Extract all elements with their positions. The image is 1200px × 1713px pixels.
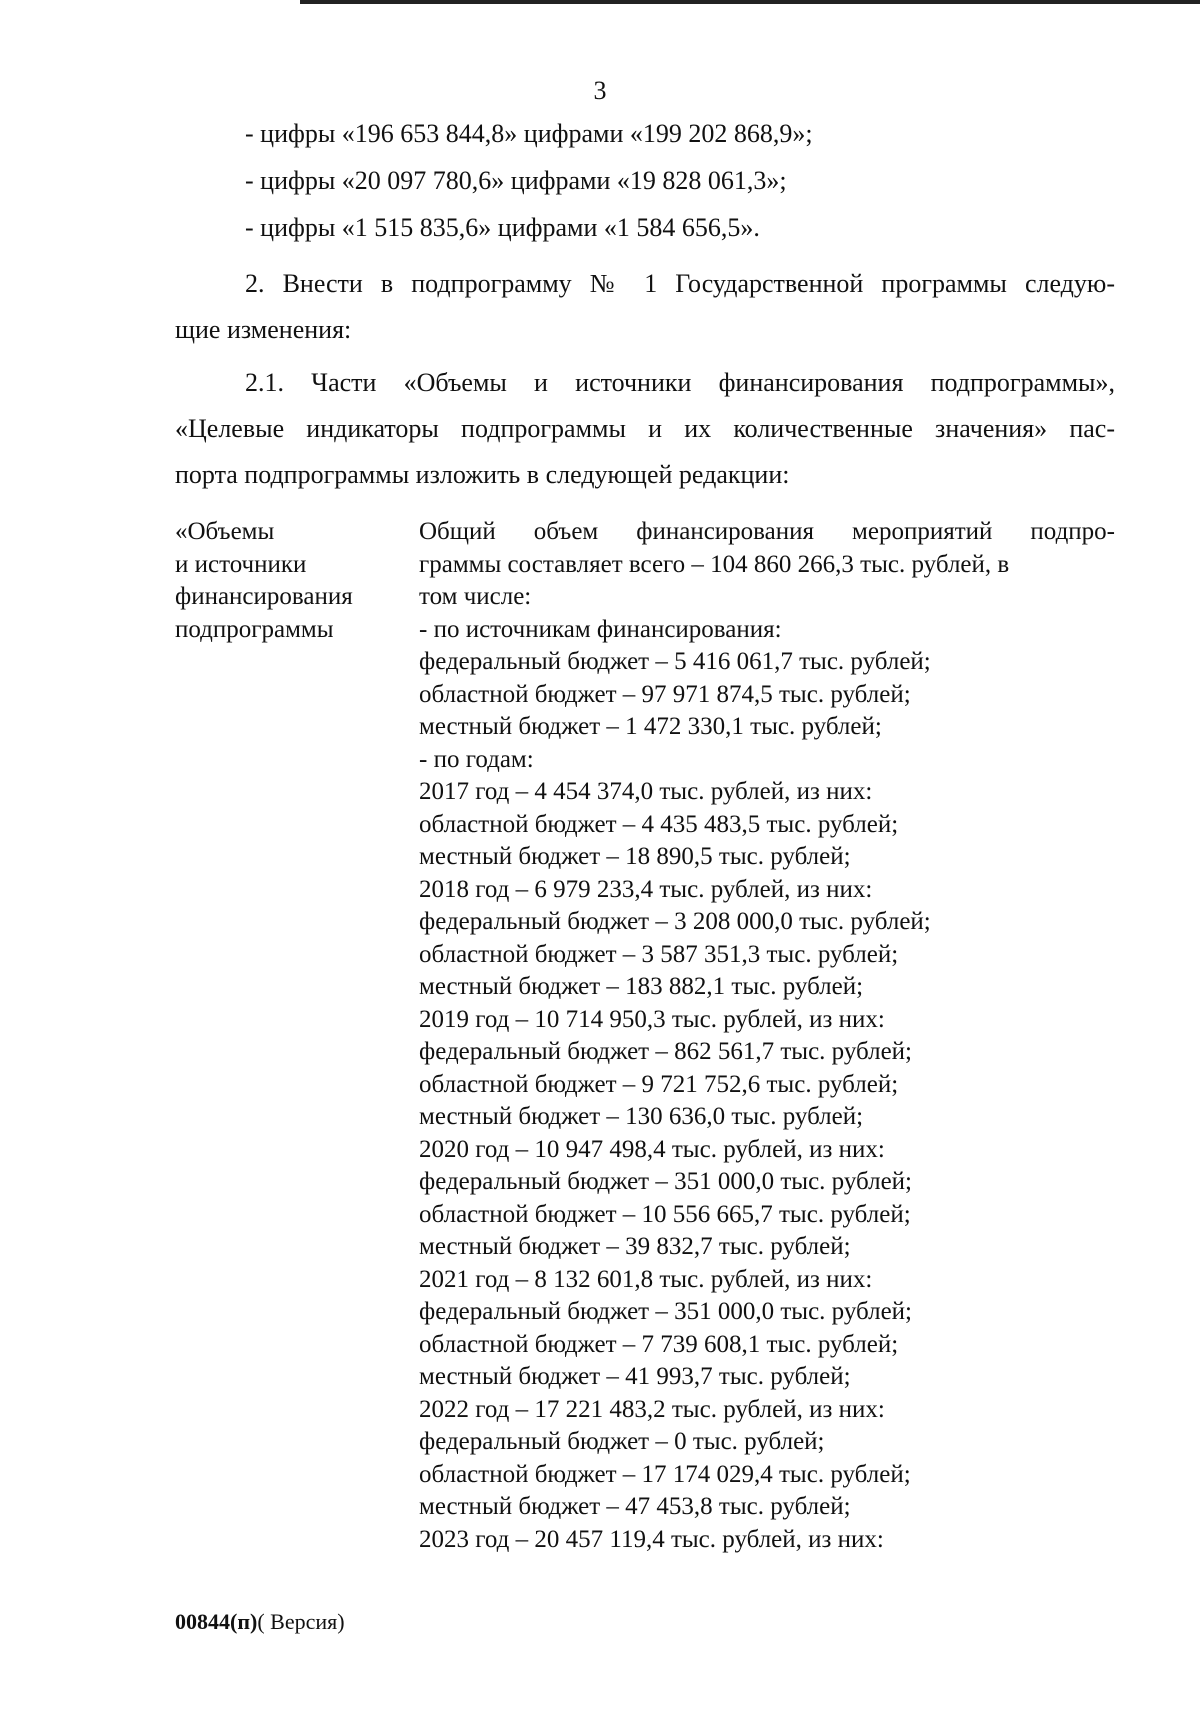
passport-label-line: подпрограммы — [175, 615, 334, 643]
page-number: 3 — [593, 76, 607, 105]
passport-value-line: местный бюджет – 1 472 330,1 тыс. рублей; — [419, 713, 882, 740]
passport-label-line: финансирования — [175, 583, 353, 610]
passport-value-line: федеральный бюджет – 5 416 061,7 тыс. рублей; — [419, 648, 931, 675]
passport-value-line: областной бюджет – 97 971 874,5 тыс. рублей; — [419, 680, 911, 708]
passport-value-line: местный бюджет – 39 832,7 тыс. рублей; — [419, 1233, 851, 1260]
passport-value-line: 2020 год – 10 947 498,4 тыс. рублей, из них: — [419, 1135, 885, 1163]
document-code: 00844(п) — [175, 1609, 258, 1634]
change-line-3: - цифры «1 515 835,6» цифрами «1 584 656,5». — [245, 213, 760, 242]
passport-value-line: - по годам: — [419, 745, 534, 773]
passport-value-line: 2021 год – 8 132 601,8 тыс. рублей, из них: — [419, 1265, 873, 1293]
section-2-1-line: «Целевые индикаторы подпрограммы и их количественные значения» пас- — [175, 414, 1115, 443]
change-line-2: - цифры «20 097 780,6» цифрами «19 828 061,3»; — [245, 166, 787, 195]
passport-value-line: федеральный бюджет – 0 тыс. рублей; — [419, 1428, 825, 1455]
passport-label-line: и источники — [175, 550, 307, 578]
section-2-paragraph — [175, 261, 1115, 353]
passport-value-line: том числе: — [419, 583, 532, 610]
passport-value-line: граммы составляет всего – 104 860 266,3 тыс. рублей, в — [419, 550, 1010, 578]
passport-value-line: областной бюджет – 17 174 029,4 тыс. рублей; — [419, 1460, 911, 1488]
passport-value-line: областной бюджет – 3 587 351,3 тыс. рублей; — [419, 940, 899, 968]
passport-label-cell — [175, 516, 395, 646]
passport-value-line: областной бюджет – 9 721 752,6 тыс. рублей; — [419, 1070, 899, 1098]
passport-value-line: местный бюджет – 183 882,1 тыс. рублей; — [419, 973, 864, 1000]
section-2-1-line: порта подпрограммы изложить в следующей редакции: — [175, 460, 790, 489]
passport-value-line: областной бюджет – 4 435 483,5 тыс. рублей; — [419, 810, 899, 838]
document-version: ( Версия) — [257, 1609, 345, 1634]
top-border-rule — [300, 0, 1200, 4]
document-footer — [175, 1609, 345, 1635]
passport-value-line: 2019 год – 10 714 950,3 тыс. рублей, из них: — [419, 1005, 885, 1033]
passport-value-line: 2017 год – 4 454 374,0 тыс. рублей, из них: — [419, 778, 873, 805]
passport-value-line: Общий объем финансирования мероприятий подпро- — [419, 518, 1115, 545]
passport-value-line: 2023 год – 20 457 119,4 тыс. рублей, из них: — [419, 1525, 884, 1553]
section-2-1-line: 2.1. Части «Объемы и источники финансирования подпрограммы», — [245, 368, 1115, 397]
change-line-1: - цифры «196 653 844,8» цифрами «199 202 868,9»; — [245, 119, 813, 148]
passport-value-line: 2018 год – 6 979 233,4 тыс. рублей, из них: — [419, 875, 873, 903]
passport-value-line: областной бюджет – 10 556 665,7 тыс. рублей; — [419, 1200, 911, 1228]
passport-value-line: - по источникам финансирования: — [419, 615, 782, 643]
passport-value-line: федеральный бюджет – 351 000,0 тыс. рублей; — [419, 1168, 912, 1195]
section-2-line: 2. Внести в подпрограмму № 1 Государственной программы следую- — [245, 269, 1115, 298]
section-2-1-paragraph — [175, 360, 1115, 498]
passport-value-line: областной бюджет – 7 739 608,1 тыс. рублей; — [419, 1330, 899, 1358]
passport-value-line: местный бюджет – 130 636,0 тыс. рублей; — [419, 1103, 864, 1130]
passport-value-line: федеральный бюджет – 862 561,7 тыс. рублей; — [419, 1038, 912, 1065]
section-2-line: щие изменения: — [175, 315, 352, 344]
passport-value-line: 2022 год – 17 221 483,2 тыс. рублей, из них: — [419, 1395, 885, 1423]
passport-label-line: «Объемы — [175, 518, 275, 545]
passport-value-line: местный бюджет – 18 890,5 тыс. рублей; — [419, 843, 851, 870]
passport-value-cell — [419, 516, 1115, 1556]
passport-value-line: федеральный бюджет – 3 208 000,0 тыс. рублей; — [419, 908, 931, 935]
passport-value-line: федеральный бюджет – 351 000,0 тыс. рублей; — [419, 1298, 912, 1325]
passport-value-line: местный бюджет – 47 453,8 тыс. рублей; — [419, 1493, 851, 1520]
passport-value-line: местный бюджет – 41 993,7 тыс. рублей; — [419, 1363, 851, 1390]
